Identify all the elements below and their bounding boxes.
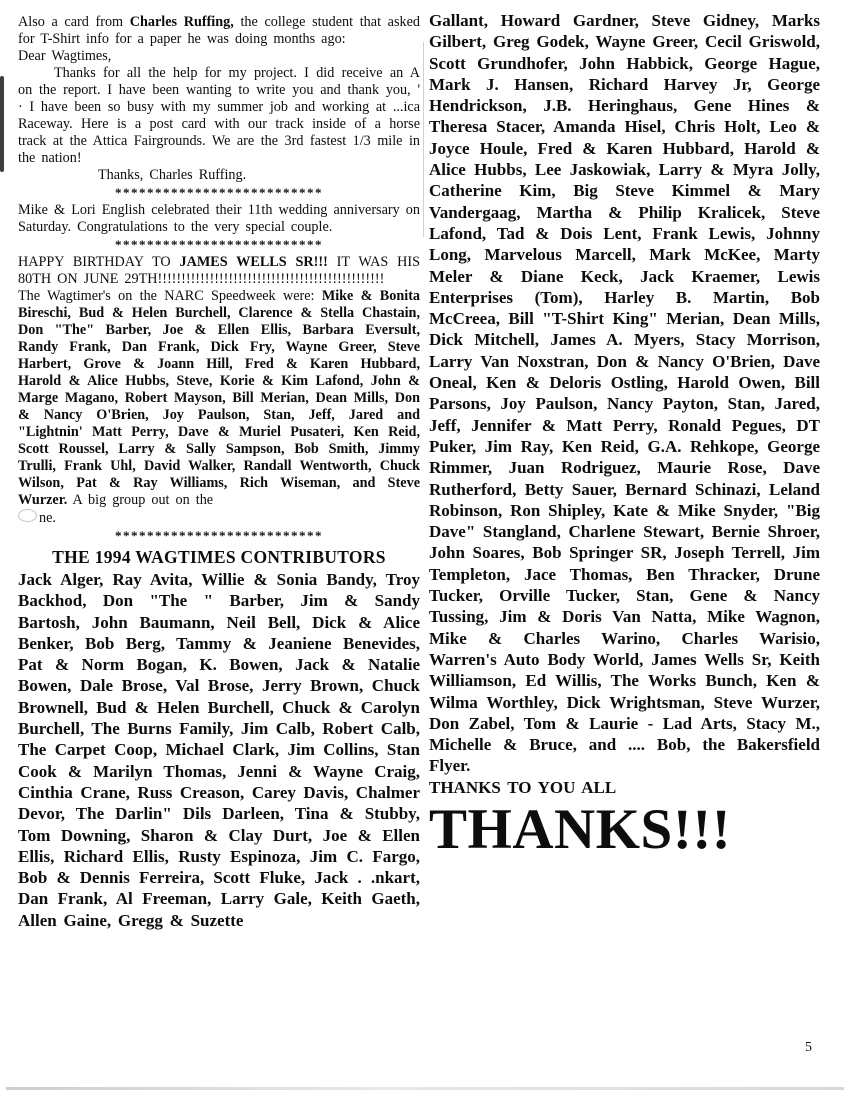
cutoff-line <box>18 509 420 527</box>
letter-body <box>18 65 420 167</box>
speedweek-paragraph <box>18 288 420 509</box>
page-number: 5 <box>805 1040 812 1055</box>
text-run: Gallant, Howard Gardner, Steve Gidney, Marks Gilbert, Greg Godek, Wayne Greer, Cecil Griswold, Scott Grundhofer, John Habbick, George Hague, Mark J. Hansen, Richard Harvey Jr, George Hendrickson, J.B. Heringhaus, Gene Hines & Theresa Stacer, Amanda Hisel, Chris Holt, Leo & Joyce Houle, Fred & Karen Hubbard, Harold & Alice Hubbs, Lee Jaskowiak, Larry & Myra Jolly, Catherine Kim, Big Steve Kimmel & Mary Vandergaag, Martha & Philip Kralicek, Steve Lafond, Tad & Dois Lent, Frank Lewis, Johnny Long, Marvelous Marcell, Mark McKee, Marty Meler & Diane Keck, Jack Kraemer, Lewis Enterprises (Tom), Harley B. Martin, Bob McCreea, Bill "T-Shirt King" Merian, Dean Mills, Dick Mitchell, James A. Myers, Stacy Morrison, Larry Van Noxstran, Don & Nancy O'Brien, Dave Oneal, Ken & Deloris Ostling, Harold Owen, Bill Parsons, Joy Paulson, Nancy Payton, Stan, Jared, Jeff, Jennifer & Matt Perry, Ronald Pegues, DT Puker, Jim Ray, Ken Reid, G.A. Rehkope, George Rimmer, Juan Rodriguez, Maurie Rose, Dave Rutherford, Betty Sauer, Bernard Schinazi, Leland Robinson, Ron Shipley, Kate & Mike Snyder, "Big Dave" Stangland, Charlene Stewart, Bernie Shroer, John Soares, Bob Springer SR, Joseph Terrell, Jim Templeton, Jace Thomas, Ben Thracker, Drune Tucker, Orville Tucker, Stan, Gene & Nancy Tussing, Jim & Doris Van Natta, Mike Wagnon, Mike & Charles Warino, Charles Warisio, Warren's Auto Body World, James Wells Sr, Keith Williamson, Ed Willis, The Works Bunch, Ken & Wilma Worthley, Dick Wrightsman, Steve Wurzer, Don Zabel, Tom & Laurie - Lad Arts, Stacy M., Michelle & Bruce, and .... Bob, the Bakersfield Flyer. <box>429 11 820 776</box>
intro-paragraph <box>18 14 420 48</box>
scan-smudge-icon <box>18 509 37 522</box>
right-column <box>429 10 820 860</box>
text-run: A big group out on the <box>67 492 214 508</box>
text-run: Mike & Bonita Bireschi, Bud & Helen Burchell, Clarence & Stella Chastain, Don "The" Barber, Joe & Ellen Ellis, Barbara Eversult, Randy Frank, Dan Frank, Dick Fry, Wayne Greer, Steve Harbert, Grove & Joann Hill, Fred & Karen Hubbard, Harold & Alice Hubbs, Steve, Korie & Kim Lafond, John & Marge Magano, Robert Mayson, Bill Merian, Dean Mills, Don & Nancy O'Brien, Joy Paulson, Stan, Jeff, Jared and "Lightnin' Matt Perry, Dave & Muriel Pusateri, Ken Reid, Scott Roussel, Larry & Sally Sampson, Bob Smith, Jimmy Trulli, Frank Uhl, David Walker, Randall Wentworth, Chuck Wilson, Pat & Ray Williams, Rich Wiseman, and Steve Wurzer. <box>18 288 421 508</box>
text-run: Thanks for all the help for my project. I did receive an A on the report. I have been wanting to write you and thank you, ' · I have been so busy with my summer job and working at ...ica Raceway. Here is a post card with our track inside of a horse track at the Attica Fairgrounds. We are the 3rd fastest 1/3 mile in the nation! <box>18 65 420 166</box>
letter-signature <box>18 167 420 184</box>
scan-artifact-bottom-line <box>6 1087 844 1090</box>
text-run: Dear Wagtimes, <box>18 48 112 64</box>
text-run: THANKS TO YOU ALL <box>429 777 617 797</box>
text-run: IT WAS HIS 80TH ON JUNE 29TH!!!!!!!!!!!!!!!!!!!!!!!!!!!!!!!!!!!!!!!!!!!!!!!! <box>18 254 420 287</box>
scan-artifact-left-edge <box>0 76 4 172</box>
star-separator: ************************** <box>115 185 323 200</box>
star-separator: ************************** <box>115 237 323 252</box>
text-run: Also a card from <box>18 14 130 30</box>
birthday-note <box>18 254 420 288</box>
left-column <box>18 14 420 931</box>
text-run: HAPPY BIRTHDAY TO <box>18 254 180 270</box>
text-run: Mike & Lori English celebrated their 11th wedding anniversary on Saturday. Congratulations to the very special couple. <box>18 202 420 235</box>
text-run: THANKS!!! <box>429 797 732 861</box>
contributors-list-right <box>429 10 820 777</box>
letter-salutation <box>18 48 420 65</box>
text-run: JAMES WELLS SR!!! <box>179 254 328 270</box>
text-run: ne. <box>39 510 56 526</box>
contributors-title <box>18 545 420 569</box>
anniversary-note <box>18 202 420 236</box>
text-run: the college student that asked for T-Shirt info for a paper he was doing months ago: <box>18 14 420 47</box>
thanks-to-you-all-line <box>429 777 820 798</box>
text-run: Thanks, Charles Ruffing. <box>98 167 247 183</box>
text-run: THE 1994 WAGTIMES CONTRIBUTORS <box>52 547 386 567</box>
text-run: Jack Alger, Ray Avita, Willie & Sonia Bandy, Troy Backhod, Don "The " Barber, Jim & Sandy Bartosh, John Baumann, Neil Bell, Dick & Alice Benker, Bob Berg, Tammy & Jeaniene Benevides, Pat & Norm Bogan, K. Bowen, Jack & Natalie Bowen, Dale Brose, Val Brose, Jerry Brown, Chuck Brownell, Bud & Helen Burchell, Chuck & Carolyn Burchell, The Burns Family, Jim Calb, Robert Calb, The Carpet Coop, Michael Clark, Jim Collins, Stan Cook & Marilyn Thomas, Jenni & Wayne Craig, Cinthia Crane, Russ Creason, Carey Davis, Chalmer Devor, The Darlin" Dils Darleen, Tina & Stubby, Tom Downing, Sharon & Clay Durt, Joe & Ellen Ellis, Richard Ellis, Rusty Espinoza, Jim C. Fargo, Bob & Dennis Ferreira, Scott Fluke, Jack . .nkart, Dan Frank, Al Freeman, Larry Gale, Keith Gaeth, Allen Gaine, Gregg & Suzette <box>18 570 420 930</box>
text-run: The Wagtimer's on the NARC Speedweek were: <box>18 288 322 304</box>
scan-artifact-gutter-line <box>423 42 424 237</box>
text-run: Charles Ruffing, <box>129 14 234 30</box>
contributors-list-left <box>18 569 420 931</box>
thanks-headline <box>429 797 820 861</box>
star-separator: ************************** <box>115 528 323 543</box>
